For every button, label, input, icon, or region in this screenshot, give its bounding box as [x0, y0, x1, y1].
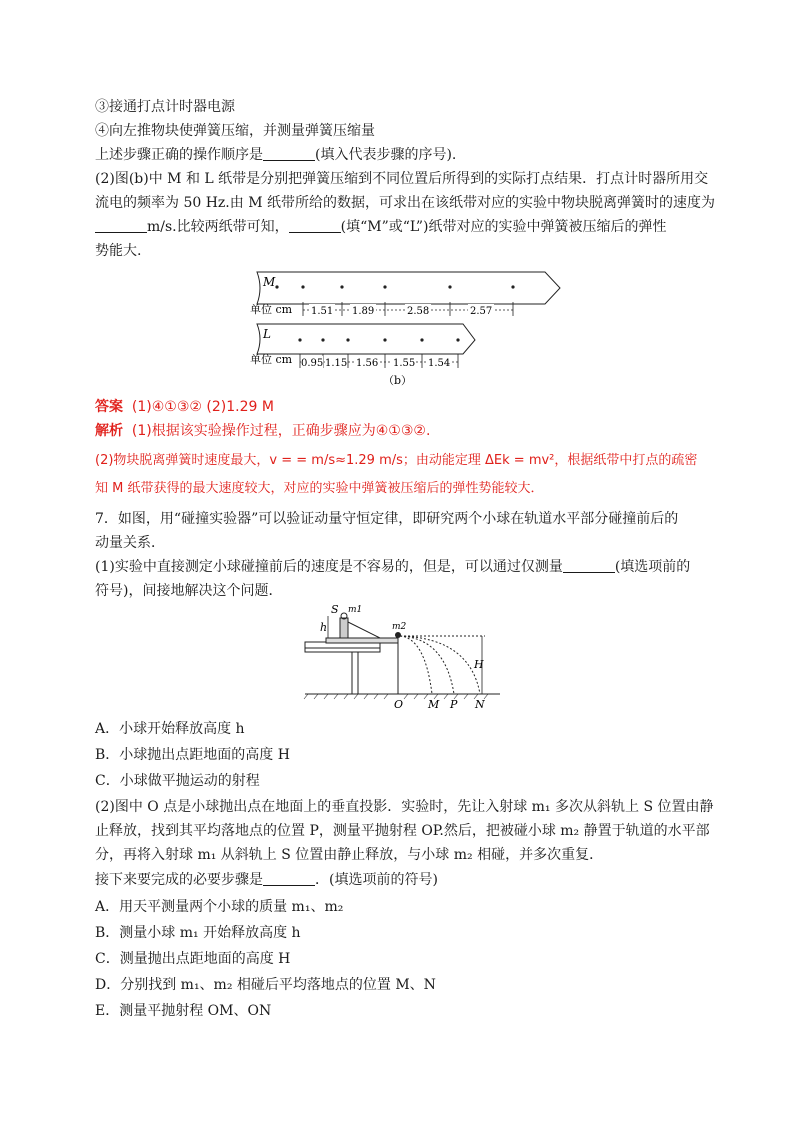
- q7-part2-line1: (2)图中 O 点是小球抛出点在地面上的垂直投影．实验时，先让入射球 m₁ 多次从斜轨上 S 位置由静: [95, 799, 714, 815]
- analysis-line3: 知 M 纸带获得的最大速度较大，对应的实验中弹簧被压缩后的弹性势能较大．: [95, 481, 544, 496]
- label-H: H: [474, 658, 484, 671]
- option2-C: C．测量抛出点距地面的高度 H: [95, 951, 291, 967]
- m-seg-1: 1.51: [311, 306, 334, 317]
- tape-m-dots: [275, 285, 514, 288]
- option2-B: B．测量小球 m₁ 开始释放高度 h: [95, 925, 301, 941]
- m-seg-4: 2.57: [470, 306, 493, 317]
- label-M: M: [428, 698, 440, 711]
- part2-line2: 流电的频率为 50 Hz.由 M 纸带所给的数据，可求出在该纸带对应的实验中物块脱离弹簧时的速度为: [95, 195, 715, 211]
- unit-label-l: 单位 cm: [250, 353, 293, 366]
- label-S: S: [331, 603, 339, 616]
- q7-part1-line2: 符号)，间接地解决这个问题．: [95, 583, 283, 599]
- label-N: N: [475, 698, 485, 711]
- option1-A: A．小球开始释放高度 h: [95, 721, 245, 737]
- label-m1: m1: [348, 605, 363, 615]
- tape-l: [257, 324, 475, 354]
- analysis-line1: 解析 (1)根据该实验操作过程，正确步骤应为④①③②.: [95, 423, 431, 439]
- order-question: 上述步骤正确的操作顺序是 (填入代表步骤的序号).: [95, 147, 457, 163]
- answer-line: 答案 (1)④①③② (2)1.29 M: [95, 399, 274, 415]
- l-seg-5: 1.54: [428, 358, 451, 369]
- part2-line1: (2)图(b)中 M 和 L 纸带是分别把弹簧压缩到不同位置后所得到的实际打点结果．打点计时器所用交: [95, 171, 709, 187]
- q7-part2-line2: 止释放，找到其平均落地点的位置 P，测量平抛射程 OP.然后，把被碰小球 m₂ 静置于轨道的水平部: [95, 823, 710, 839]
- collision-figure: [300, 602, 510, 712]
- tape-figure-caption: （b）: [383, 374, 413, 387]
- m-seg-3: 2.58: [407, 306, 430, 317]
- label-O: O: [394, 698, 404, 711]
- part2-line4: 势能大.: [95, 243, 142, 259]
- analysis-line2: (2)物块脱离弹簧时速度最大，v = = m/s≈1.29 m/s；由动能定理 ΔEk = mv²，根据纸带中打点的疏密: [95, 453, 698, 468]
- step-3: ③接通打点计时器电源: [95, 99, 235, 115]
- q7-part1-line1: (1)实验中直接测定小球碰撞前后的速度是不容易的，但是，可以通过仅测量 (填选项前的: [95, 559, 691, 575]
- step-4: ④向左推物块使弹簧压缩，并测量弹簧压缩量: [95, 123, 375, 139]
- label-P: P: [450, 698, 458, 711]
- l-seg-4: 1.55: [393, 358, 416, 369]
- option2-A: A．用天平测量两个小球的质量 m₁、m₂: [95, 899, 344, 915]
- l-seg-2: 1.15: [325, 358, 348, 369]
- part2-line3: m/s.比较两纸带可知， (填“M”或“L”)纸带对应的实验中弹簧被压缩后的弹性: [95, 217, 666, 237]
- option2-D: D．分别找到 m₁、m₂ 相碰后平均落地点的位置 M、N: [95, 977, 436, 993]
- tape-l-label: L: [263, 327, 271, 341]
- q7-line2: 动量关系．: [95, 535, 165, 551]
- q7-part2-line3: 分，再将入射球 m₁ 从斜轨上 S 位置由静止释放，与小球 m₂ 相碰，并多次重复．: [95, 847, 604, 863]
- q7-part2-line4: 接下来要完成的必要步骤是 ．(填选项前的符号): [95, 872, 438, 888]
- tape-m-label: M: [263, 275, 276, 289]
- label-h: h: [320, 621, 328, 634]
- unit-label-m: 单位 cm: [250, 303, 293, 316]
- l-seg-1: 0.95: [301, 358, 324, 369]
- option2-E: E．测量平抛射程 OM、ON: [95, 1003, 272, 1019]
- paper-tape-figure: [245, 270, 565, 390]
- option1-B: B．小球抛出点距地面的高度 H: [95, 747, 290, 763]
- l-seg-3: 1.56: [356, 358, 379, 369]
- tape-l-dots: [298, 338, 459, 341]
- label-m2: m2: [392, 622, 407, 632]
- option1-C: C．小球做平抛运动的射程: [95, 773, 260, 789]
- m-seg-2: 1.89: [352, 306, 375, 317]
- q7-line1: 7．如图，用“碰撞实验器”可以验证动量守恒定律，即研究两个小球在轨道水平部分碰撞前后的: [95, 511, 679, 527]
